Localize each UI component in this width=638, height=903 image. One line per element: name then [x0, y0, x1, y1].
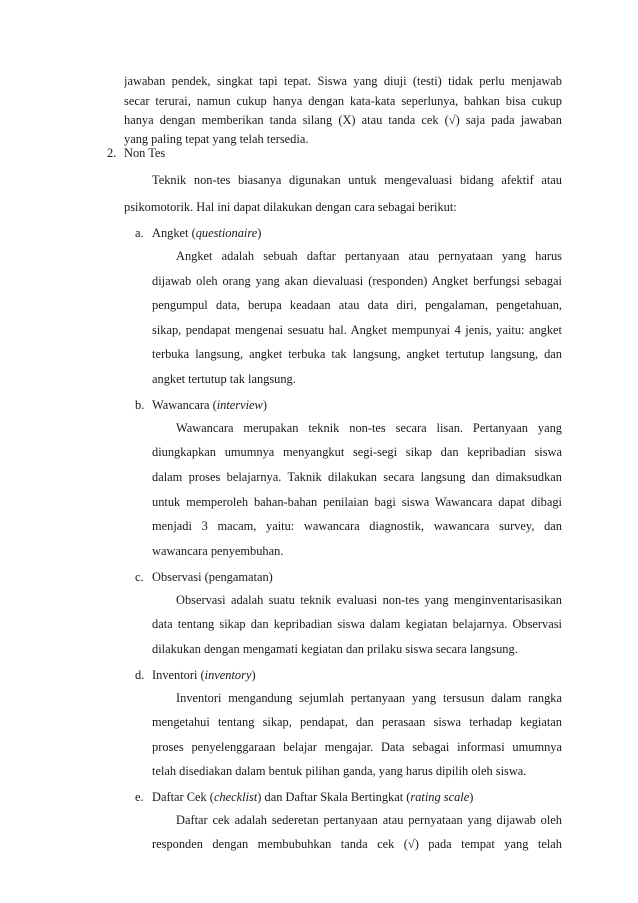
- item-title: Wawancara (interview): [152, 398, 267, 412]
- item-title: Angket (questionaire): [152, 226, 262, 240]
- item-line: terbuka langsung, angket terbuka tak langsung, angket tertutup langsung, dan: [152, 347, 562, 361]
- section-para-line-1: Teknik non-tes biasanya digunakan untuk mengevaluasi bidang afektif atau: [152, 173, 562, 187]
- item-line: proses penyelenggaraan belajar mengajar. Data sebagai informasi umumnya: [152, 740, 562, 754]
- intro-line-4: yang paling tepat yang telah tersedia.: [124, 132, 309, 146]
- item-line: dijawab oleh orang yang akan dievaluasi (responden) Angket berfungsi sebagai: [152, 274, 562, 288]
- intro-line-1: jawaban pendek, singkat tapi tepat. Siswa yang diuji (testi) tidak perlu menjawab: [124, 74, 562, 88]
- item-line: untuk memperoleh bahan-bahan penilaian bagi siswa Wawancara dapat dibagi: [152, 495, 562, 509]
- item-line: Observasi adalah suatu teknik evaluasi non-tes yang menginventarisasikan: [176, 593, 562, 607]
- item-line: angket tertutup tak langsung.: [152, 372, 296, 386]
- item-letter: d.: [135, 668, 145, 682]
- section-title: Non Tes: [124, 146, 166, 160]
- item-line: Wawancara merupakan teknik non-tes secara lisan. Pertanyaan yang: [176, 421, 562, 435]
- section-para-line-2: psikomotorik. Hal ini dapat dilakukan dengan cara sebagai berikut:: [124, 200, 457, 214]
- item-line: dalam proses belajarnya. Taknik dilakukan secara langsung dan dimaksudkan: [152, 470, 562, 484]
- intro-line-2: secar terurai, namun cukup hanya dengan kata-kata seperlunya, bahkan bisa cukup: [124, 94, 562, 108]
- item-letter: c.: [135, 570, 144, 584]
- item-line: Inventori mengandung sejumlah pertanyaan yang tersusun dalam rangka: [176, 691, 562, 705]
- item-line: telah disediakan dalam bentuk pilihan ganda, yang harus dipilih oleh siswa.: [152, 764, 527, 778]
- section-number: 2.: [107, 146, 117, 160]
- item-line: Angket adalah sebuah daftar pertanyaan atau pernyataan yang harus: [176, 249, 562, 263]
- item-letter: a.: [135, 226, 144, 240]
- item-line: wawancara penyembuhan.: [152, 544, 284, 558]
- item-title: Inventori (inventory): [152, 668, 256, 682]
- item-line: sikap, pendapat mengenai sesuatu hal. Angket mempunyai 4 jenis, yaitu: angket: [152, 323, 562, 337]
- item-line: Daftar cek adalah sederetan pertanyaan atau pernyataan yang dijawab oleh: [176, 813, 562, 827]
- item-line: pengumpul data, berupa keadaan atau data diri, pengalaman, pengetahuan,: [152, 298, 562, 312]
- item-line: data tentang sikap dan kepribadian siswa dalam kegiatan belajarnya. Observasi: [152, 617, 562, 631]
- item-line: menjadi 3 macam, yaitu: wawancara diagnostik, wawancara survey, dan: [152, 519, 562, 533]
- item-title: Daftar Cek (checklist) dan Daftar Skala Bertingkat (rating scale): [152, 790, 474, 804]
- item-line: diungkapkan umumnya menyangkut segi-segi sikap dan kepribadian siswa: [152, 445, 562, 459]
- item-line: responden dengan membubuhkan tanda cek (√) pada tempat yang telah: [152, 837, 562, 851]
- item-letter: b.: [135, 398, 145, 412]
- item-line: mengetahui tentang sikap, pendapat, dan perasaan siswa terhadap kegiatan: [152, 715, 562, 729]
- item-title: Observasi (pengamatan): [152, 570, 273, 584]
- intro-line-3: hanya dengan memberikan tanda silang (X) atau tanda cek (√) saja pada jawaban: [124, 113, 562, 127]
- item-letter: e.: [135, 790, 144, 804]
- item-line: dilakukan dengan mengamati kegiatan dan prilaku siswa secara langsung.: [152, 642, 518, 656]
